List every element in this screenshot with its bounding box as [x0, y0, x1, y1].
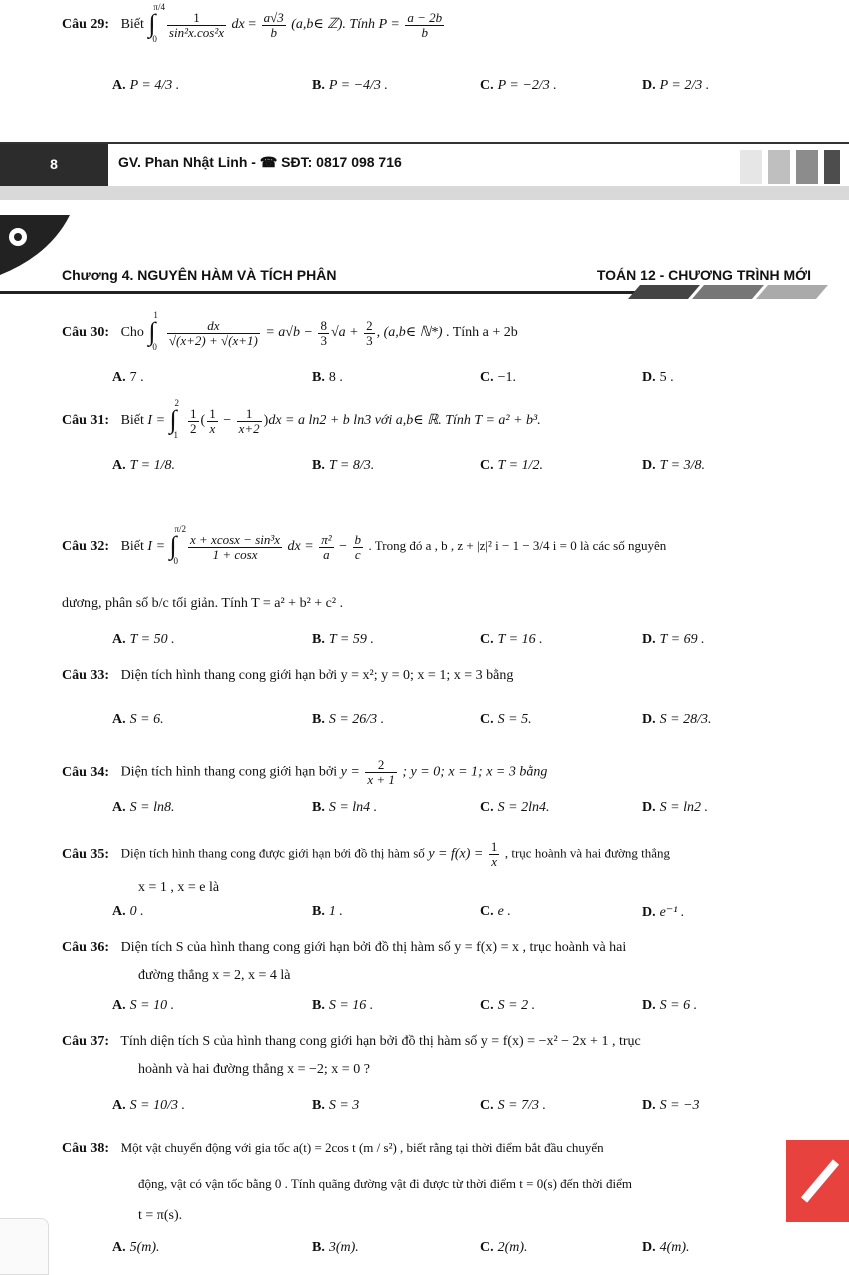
question-text: Cho [120, 325, 144, 341]
option-c[interactable]: C. T = 16 . [480, 632, 543, 647]
question-text-b: , trục hoành và hai đường thẳng [504, 845, 671, 861]
fraction: $\frac{2}{x + 1}$ [367, 757, 395, 787]
subject-title: TOÁN 12 - CHƯƠNG TRÌNH MỚI [596, 267, 811, 283]
question-text: Một vật chuyển động với gia tốc a(t) = 2cos t (m / s²) , biết rằng tại thời điểm bắt đầu chuyển [120, 1140, 604, 1155]
question-32-line2: dương, phân số b/c tối giản. Tính T = a² + b² + c² . [62, 596, 344, 611]
fraction: $\frac{1}{x}$ [209, 405, 216, 436]
question-text-b: với a,b∈ ℝ. Tính T = a² + b³. [374, 413, 541, 429]
option-d[interactable]: D. 5 . [642, 370, 674, 385]
author-info: GV. Phan Nhật Linh - ☎ SĐT: 0817 098 716 [118, 154, 402, 170]
option-c[interactable]: C. −1. [480, 370, 517, 385]
option-d[interactable]: D. S = 6 . [642, 998, 698, 1013]
question-31: Câu 31: Biết I = ∫ 2 1 $\frac{1}{2}$ ( $\frac{1}{x}$ − $\frac{1}{x+2}$ )dx = a ln2 + b ln3 với a,b∈ ℝ. Tính T = a² + b³. [62, 398, 541, 440]
question-text: Diện tích hình thang cong giới hạn bởi y = x²; y = 0; x = 1; x = 3 bằng [120, 668, 514, 683]
question-number: Câu 29: [62, 17, 110, 33]
option-d[interactable]: D. T = 69 . [642, 632, 705, 647]
option-a[interactable]: A. T = 1/8. [112, 458, 175, 473]
option-d[interactable]: D. S = 28/3. [642, 712, 712, 727]
question-number: Câu 36: [62, 940, 110, 955]
option-a[interactable]: A. 7 . [112, 370, 144, 385]
question-33 [62, 668, 809, 684]
option-c[interactable]: C. S = 2 . [480, 998, 536, 1013]
question-text: Tính diện tích S của hình thang cong giới hạn bởi đồ thị hàm số y = f(x) = −x² − 2x + 1 , trục [120, 1034, 641, 1049]
integral-symbol: ∫ 1 0 [148, 310, 158, 352]
option-c[interactable]: C. 2(m). [480, 1240, 528, 1255]
option-a[interactable]: A. P = 4/3 . [112, 78, 180, 93]
question-text: Biết [120, 17, 144, 33]
fraction: $\frac{b}{c}$ [354, 531, 362, 562]
option-c[interactable]: C. S = 2ln4. [480, 800, 550, 815]
integral-symbol: ∫ 2 1 [169, 398, 180, 440]
question-35-line2: x = 1 , x = e là [138, 880, 220, 895]
options-38 [112, 1240, 752, 1262]
question-35: Câu 35: Diện tích hình thang cong được giới hạn bởi đồ thị hàm số y = f(x) = $\frac{1}{x}$ , trục hoành và hai đường thẳng [62, 839, 671, 869]
page-divider [0, 186, 849, 200]
question-number: Câu 35: [62, 846, 110, 862]
option-a[interactable]: A. S = 6. [112, 712, 164, 727]
option-a[interactable]: A. S = ln8. [112, 800, 175, 815]
question-text: Diện tích S của hình thang cong giới hạn bởi đồ thị hàm số y = f(x) = x , trục hoành và hai [120, 940, 627, 955]
options-36 [112, 998, 752, 1020]
integral-symbol: ∫ π/4 0 [148, 2, 165, 44]
header-stripe [0, 285, 849, 307]
decorative-bars-icon [740, 150, 840, 184]
question-text: Diện tích hình thang cong giới hạn bởi [120, 764, 338, 780]
option-a[interactable]: A. T = 50 . [112, 632, 175, 647]
fraction: $\frac{2}{3}$ [366, 317, 373, 348]
red-corner-tab [786, 1140, 849, 1222]
fraction: $\frac{a√3}{b}$ [263, 9, 284, 40]
question-number: Câu 31: [62, 413, 110, 429]
question-29: Câu 29: Biết ∫ π/4 0 $\frac{1}{\text{sin²x.cos²x}}$ dx = $\frac{a√3}{b}$ (a,b∈ ℤ). Tính P = $\frac{a - 2b}{b}$ [62, 2, 443, 44]
question-36-line2: đường thẳng x = 2, x = 4 là [138, 968, 291, 983]
question-38 [62, 1140, 789, 1157]
question-37-line2: hoành và hai đường thẳng x = −2; x = 0 ? [138, 1062, 370, 1077]
fraction: $\frac{\text{π²}}{a}$ [321, 531, 332, 562]
page-header [0, 215, 849, 305]
question-number: Câu 37: [62, 1034, 110, 1049]
option-d[interactable]: D. T = 3/8. [642, 458, 705, 473]
question-number: Câu 34: [62, 764, 110, 780]
option-c[interactable]: C. P = −2/3 . [480, 78, 557, 93]
question-text-b: . Tính a + 2b [445, 325, 518, 341]
fraction: $\frac{dx}{√(x+2) + √(x+1)}$ [168, 317, 258, 348]
fraction: $\frac{1}{2}$ [190, 405, 197, 436]
question-text-b: (a,b∈ ℤ). Tính [291, 17, 376, 33]
question-text: Biết [120, 413, 144, 429]
question-text: Diện tích hình thang cong được giới hạn bởi đồ thị hàm số [120, 845, 425, 861]
options-30 [112, 370, 752, 392]
option-d[interactable]: D. e⁻¹ . [642, 905, 685, 920]
question-37 [62, 1034, 809, 1050]
fraction: $\frac{\text{x + xcosx − sin³x}}{1 + \cos x}$ [190, 531, 281, 562]
question-number: Câu 38: [62, 1141, 110, 1156]
options-33 [112, 712, 752, 734]
scan-corner [0, 1218, 49, 1275]
option-b[interactable]: B. 1 . [312, 904, 343, 919]
fraction: $\frac{8}{3}$ [320, 317, 327, 348]
options-37 [112, 1098, 752, 1120]
options-34 [112, 800, 752, 822]
option-c[interactable]: C. e . [480, 904, 511, 919]
question-38-line3: t = π(s). [138, 1208, 183, 1223]
question-number: Câu 33: [62, 668, 110, 683]
fraction: $\frac{1}{x}$ [490, 839, 498, 869]
question-32: Câu 32: Biết I = ∫ π/2 0 $\frac{\text{x + xcosx − sin³x}}{1 + \cos x}$ dx = $\frac{\text{π²}}{a}$ − $\frac{b}{c}$ . Trong đó a , b , z + |z|² i − 1 − 3/4 i = 0 là các số nguyên [62, 524, 667, 566]
option-d[interactable]: D. 4(m). [642, 1240, 690, 1255]
options-35 [112, 904, 752, 926]
question-30: Câu 30: Cho ∫ 1 0 $\frac{dx}{√(x+2) + √(x+1)}$ = a√b − $\frac{8}{3}$ √a + $\frac{2}{3}$ , (a,b∈ ℕ*) . Tính a + 2b [62, 310, 518, 352]
option-b[interactable]: B. 8 . [312, 370, 343, 385]
option-b[interactable]: B. S = 16 . [312, 998, 374, 1013]
option-a[interactable]: A. 0 . [112, 904, 144, 919]
chapter-title: Chương 4. NGUYÊN HÀM VÀ TÍCH PHÂN [62, 267, 337, 283]
chapter-logo-icon [0, 215, 80, 275]
option-d[interactable]: D. S = ln2 . [642, 800, 708, 815]
option-d[interactable]: D. P = 2/3 . [642, 78, 710, 93]
option-b[interactable]: B. T = 59 . [312, 632, 374, 647]
fraction: $\frac{1}{x+2}$ [238, 405, 260, 436]
question-34: Câu 34: Diện tích hình thang cong giới hạn bởi y = $\frac{2}{x + 1}$ ; y = 0; x = 1; x = 3 bằng [62, 757, 548, 787]
option-a[interactable]: A. S = 10/3 . [112, 1098, 185, 1113]
question-text: Biết [120, 539, 144, 555]
options-32 [112, 632, 752, 654]
options-29 [112, 78, 752, 100]
option-b[interactable]: B. 3(m). [312, 1240, 359, 1255]
fraction: $\frac{1}{\text{sin²x.cos²x}}$ [168, 9, 224, 40]
option-b[interactable]: B. S = 3 [312, 1098, 360, 1113]
question-text-b: . Trong đó a , b , z + |z|² i − 1 − 3/4 i = 0 là các số nguyên [368, 538, 667, 554]
option-a[interactable]: A. 5(m). [112, 1240, 160, 1255]
question-number: Câu 32: [62, 539, 110, 555]
integral-symbol: ∫ π/2 0 [169, 524, 187, 566]
option-b[interactable]: B. T = 8/3. [312, 458, 375, 473]
option-c[interactable]: C. T = 1/2. [480, 458, 543, 473]
page-footer [0, 142, 849, 188]
option-b[interactable]: B. S = 26/3 . [312, 712, 385, 727]
option-d[interactable]: D. S = −3 [642, 1098, 700, 1113]
options-31 [112, 458, 752, 480]
slash-icon [786, 1140, 849, 1222]
question-number: Câu 30: [62, 325, 110, 341]
question-38-line2: động, vật có vận tốc bằng 0 . Tính quãng đường vật đi được từ thời điểm t = 0(s) đến thời điểm [138, 1176, 633, 1191]
option-b[interactable]: B. P = −4/3 . [312, 78, 388, 93]
option-c[interactable]: C. S = 5. [480, 712, 532, 727]
option-c[interactable]: C. S = 7/3 . [480, 1098, 546, 1113]
page-number: 8 [0, 144, 108, 188]
question-text-b: ; y = 0; x = 1; x = 3 bằng [402, 764, 548, 780]
question-36 [62, 940, 809, 956]
option-b[interactable]: B. S = ln4 . [312, 800, 378, 815]
option-a[interactable]: A. S = 10 . [112, 998, 175, 1013]
fraction: $\frac{a - 2b}{b}$ [407, 9, 443, 40]
